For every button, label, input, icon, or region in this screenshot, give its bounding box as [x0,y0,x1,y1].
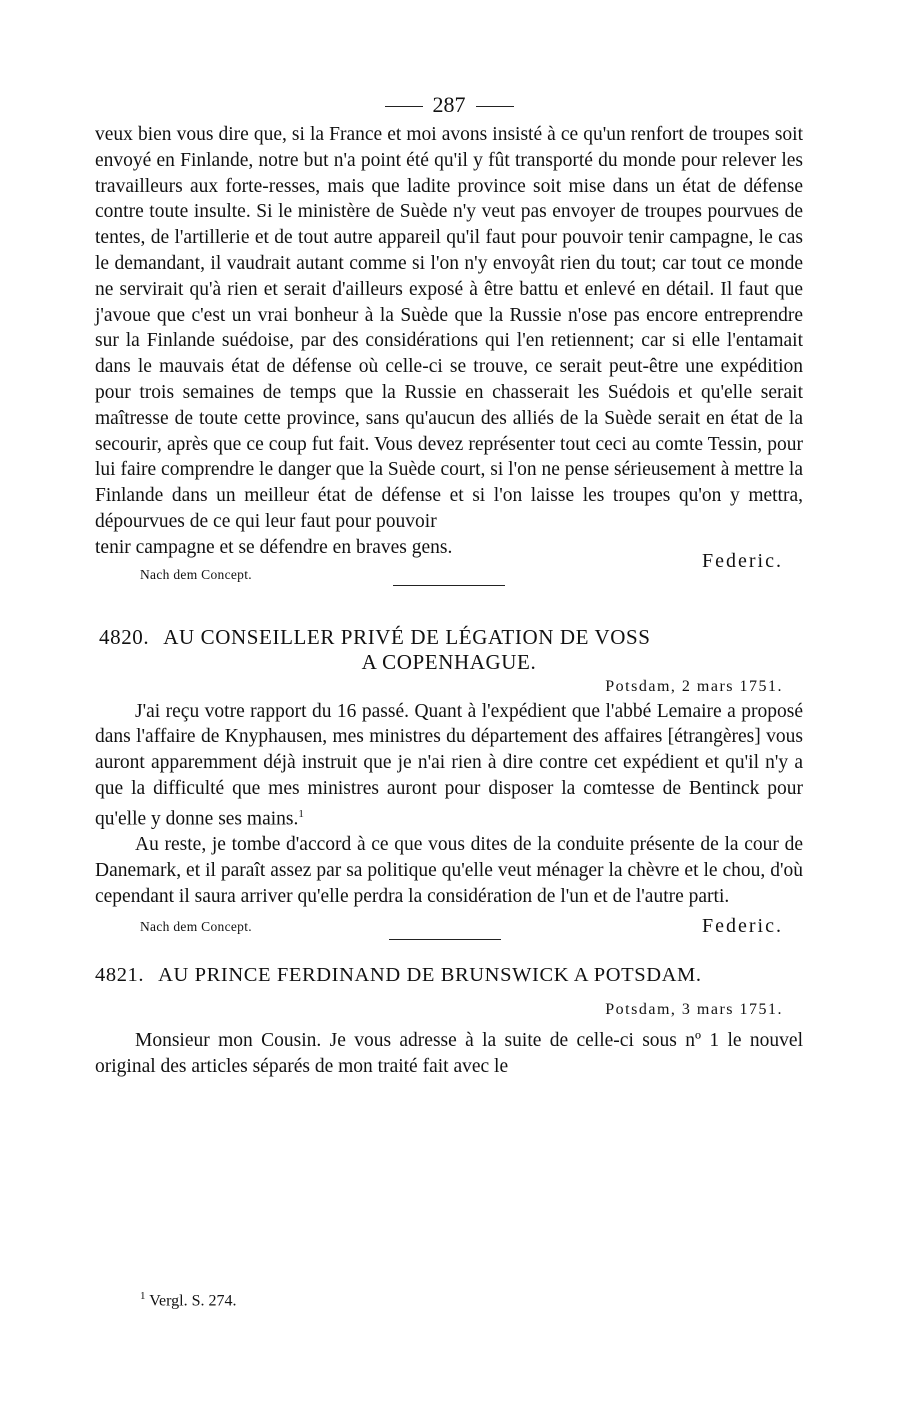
prev-letter-last-line: tenir campagne et se défendre en braves gens. [95,536,453,558]
header-dash-right [476,106,514,107]
doc-4820-paragraph-2: Au reste, je tombe d'accord à ce que vous dites de la conduite présente de la cour de Danemark, et il paraît assez par sa politique qu'elle veut ménager la chèvre et le chou, d'où cependant il saura arriver qu'elle perdra la considération de l'un et de l'autre parti. [95,834,803,907]
footnote [140,1290,236,1310]
footnote-marker: 1 [140,1290,146,1302]
doc-4820-title-line1: AU CONSEILLER PRIVÉ DE LÉGATION DE VOSS [163,624,651,649]
doc-4820-title [95,625,803,650]
doc-4821-dateline: Potsdam, 3 mars 1751. [605,1001,783,1019]
page-body [95,88,803,1080]
doc-4820-paragraph-1-text: J'ai reçu votre rapport du 16 passé. Quant à l'expédient que l'abbé Lemaire a proposé dans l'affaire de Knyphausen, mes ministres du département des affaires [étrangères] vous auront apparemment déjà instruit que je n'ai rien à dire contre cet expédient et qu'il n'y a que la difficulté que mes ministres auront pour disposer la comtesse de Bentinck pour qu'elle y donne ses mains. [95,700,803,830]
doc-4821-number: 4821. [95,964,145,987]
doc-4820-paragraph-1 [95,699,803,832]
doc-4820-source: Nach dem Concept. [140,919,252,935]
doc-4820-source-row [95,909,803,943]
section-divider [389,939,501,940]
doc-4820-dateline: Potsdam, 2 mars 1751. [605,677,783,695]
page-header [95,88,803,122]
doc-4821-paragraph: Monsieur mon Cousin. Je vous adresse à la suite de celle-ci sous nº 1 le nouvel original des articles séparés de mon traité fait avec le [95,1030,803,1078]
prev-letter-paragraph: veux bien vous dire que, si la France et moi avons insisté à ce qu'un renfort de troupes soit envoyé en Finlande, notre but n'a point été qu'il y fût transporté du monde pour relever les travailleurs aux forte-resses, mais que ladite province soit mise dans un état de défense contre toute insulte. Si le ministère de Suède n'y veut pas envoyer de troupes pourvues de tentes, de l'artillerie et de tout autre appareil qu'il faut pour pouvoir tenir campagne, le cas le demandant, il vaudrait autant comme si l'on n'y envoyât rien du tout; car tout ce monde ne servirait qu'à rien et serait d'ailleurs exposé à être battu et enlevé en détail. Il faut que j'avoue que c'est un vrai bonheur à la Suède que la Russie n'ose pas encore entreprendre sur la Finlande suédoise, par des considérations qui l'en retiennent; car si elle l'entamait dans le mauvais état de défense où celle-ci se trouve, ce serait peut-être une expédition pour trois semaines de temps que la Russie en chasserait les Suédois et qu'elle serait maîtresse de toute cette province, sans qu'aucun des alliés de la Suède serait en état de la secourir, après que ce coup fut fait. Vous devez représenter tout ceci au comte Tessin, pour lui faire comprendre le danger que la Suède court, si l'on ne pense sérieusement à mettre la Finlande dans un meilleur état de défense et si l'on laisse les troupes qu'on y mettra, dépourvues de ce qui leur faut pour pouvoir [95,124,803,532]
doc-4821-title [95,963,803,988]
doc-4820-number: 4820. [99,624,150,649]
doc-4820-title-line2: A COPENHAGUE. [361,649,537,674]
section-divider [393,585,505,586]
prev-letter-source-row [95,561,803,589]
doc-4820-signature: Federic. [702,915,783,938]
prev-letter-signature: Federic. [702,549,783,572]
doc-4821-title-text: AU PRINCE FERDINAND DE BRUNSWICK A POTSDAM. [158,964,702,987]
prev-letter-source: Nach dem Concept. [140,566,252,582]
footnote-text: Vergl. S. 274. [149,1292,237,1310]
footnote-reference: 1 [298,807,304,820]
page-number: 287 [432,92,466,117]
prev-letter-closing [95,535,803,572]
header-dash-left [385,106,423,107]
